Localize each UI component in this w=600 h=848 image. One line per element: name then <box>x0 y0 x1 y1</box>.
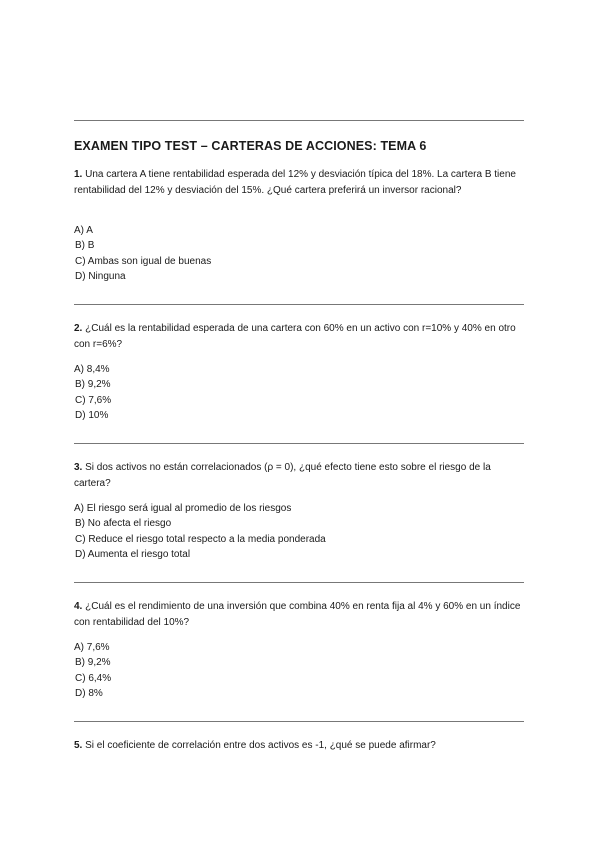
option-a: A) El riesgo será igual al promedio de los riesgos <box>74 503 292 514</box>
question-text: Si el coeficiente de correlación entre dos activos es -1, ¿qué se puede afirmar? <box>85 740 436 751</box>
question-number: 1. <box>74 169 83 180</box>
question-1-options <box>74 223 211 284</box>
option-d: D) 10% <box>75 409 109 421</box>
option-a: A) A <box>74 225 93 236</box>
question-2-options <box>74 362 111 423</box>
option-c: C) 6,4% <box>75 672 112 684</box>
option-c: C) Reduce el riesgo total respecto a la media ponderada <box>75 533 326 545</box>
divider-4 <box>74 721 524 722</box>
question-text: Una cartera A tiene rentabilidad esperada del 12% y desviación típica del 18%. La cartera B tiene rentabilidad del 12% y desviación del 15%. ¿Qué cartera preferirá un inversor racional? <box>74 169 516 196</box>
question-4 <box>74 599 524 630</box>
divider-top <box>74 120 524 121</box>
question-number: 4. <box>74 601 83 612</box>
question-number: 3. <box>74 462 83 473</box>
divider-2 <box>74 443 524 444</box>
divider-1 <box>74 304 524 305</box>
question-number: 5. <box>74 740 83 751</box>
option-b: B) 9,2% <box>75 657 111 669</box>
option-a: A) 7,6% <box>74 642 110 653</box>
question-1 <box>74 167 524 198</box>
page-title: EXAMEN TIPO TEST – CARTERAS DE ACCIONES: TEMA 6 <box>74 139 427 153</box>
question-2 <box>74 321 524 352</box>
option-b: B) 9,2% <box>75 379 111 391</box>
question-3 <box>74 460 524 491</box>
divider-3 <box>74 582 524 583</box>
option-d: D) 8% <box>75 687 103 699</box>
question-text: ¿Cuál es el rendimiento de una inversión que combina 40% en renta fija al 4% y 60% en un índice con rentabilidad del 10%? <box>74 601 521 628</box>
option-d: D) Ninguna <box>75 270 126 282</box>
question-text: Si dos activos no están correlacionados (ρ = 0), ¿qué efecto tiene esto sobre el riesgo de la cartera? <box>74 462 491 489</box>
option-b: B) No afecta el riesgo <box>75 518 172 530</box>
option-c: C) Ambas son igual de buenas <box>75 255 212 267</box>
question-number: 2. <box>74 323 83 334</box>
question-3-options <box>74 501 326 562</box>
question-text: ¿Cuál es la rentabilidad esperada de una cartera con 60% en un activo con r=10% y 40% en otro con r=6%? <box>74 323 516 350</box>
option-d: D) Aumenta el riesgo total <box>75 548 191 560</box>
option-b: B) B <box>75 240 95 252</box>
question-4-options <box>74 640 111 701</box>
option-c: C) 7,6% <box>75 394 112 406</box>
question-5 <box>74 738 524 754</box>
option-a: A) 8,4% <box>74 364 110 375</box>
